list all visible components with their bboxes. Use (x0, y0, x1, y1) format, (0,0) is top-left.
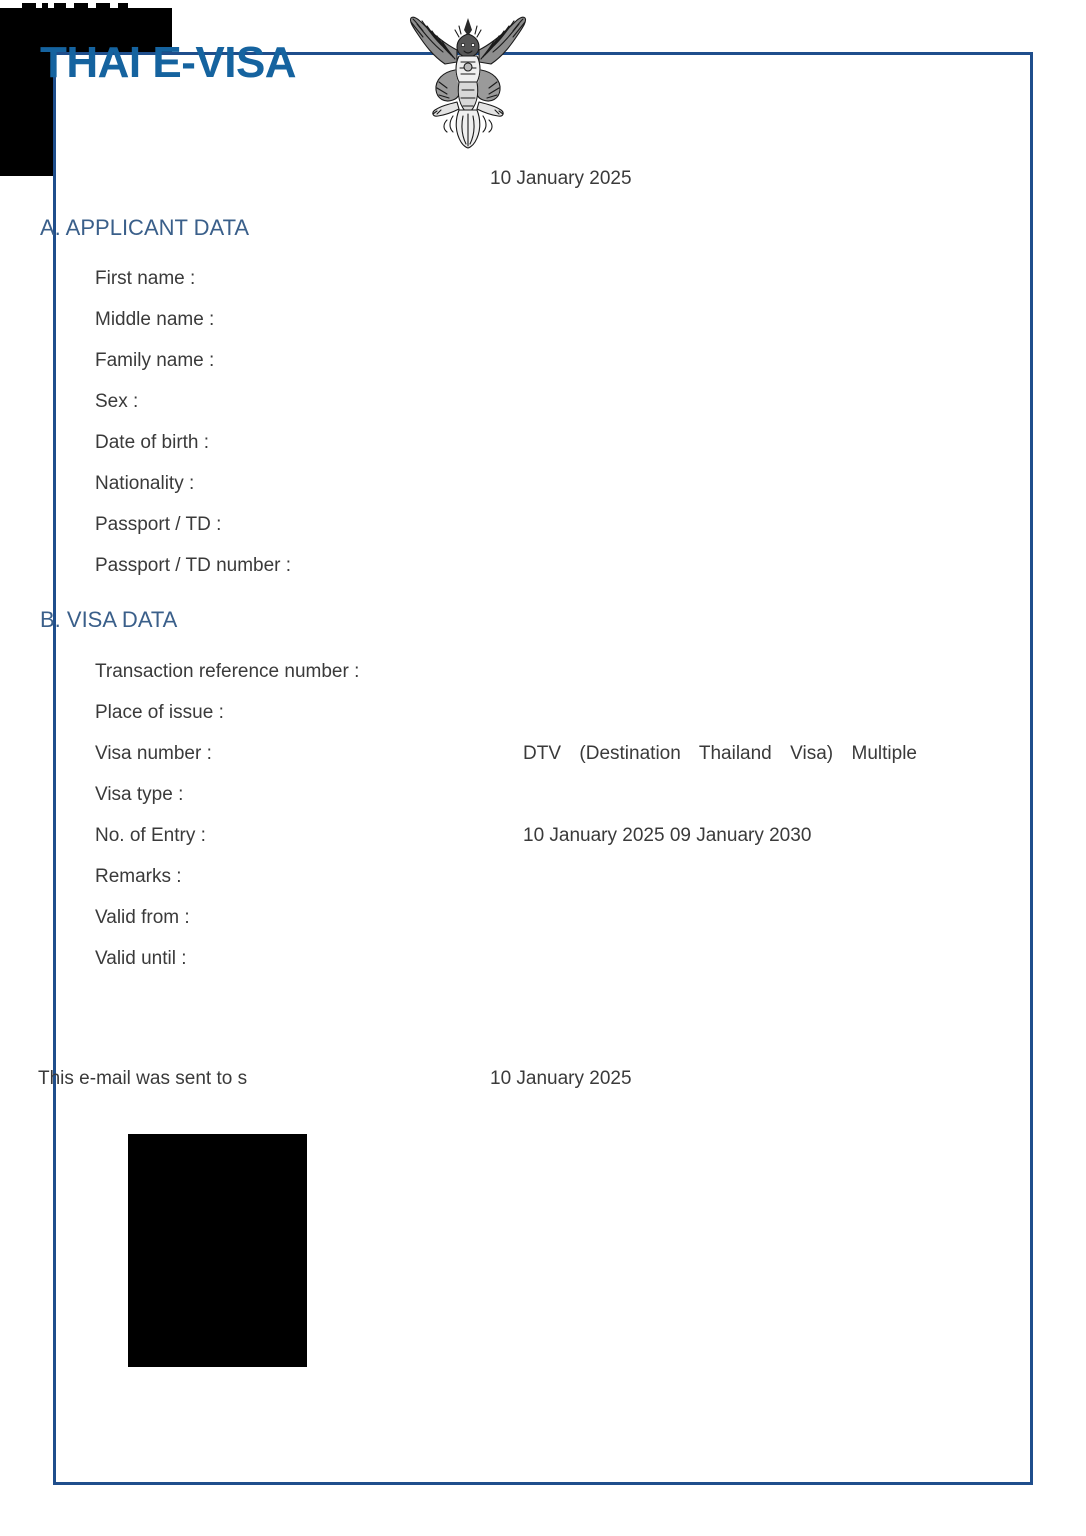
section-heading-visa-data: B. VISA DATA (40, 607, 178, 632)
field-middle-name: Middle name : (95, 309, 215, 330)
field-family-name: Family name : (95, 350, 215, 371)
field-date-of-birth: Date of birth : (95, 432, 210, 453)
validity-dates-value: 10 January 2025 09 January 2030 (523, 825, 812, 846)
field-first-name: First name : (95, 268, 196, 289)
email-recipient-note: This e-mail was sent to s (38, 1068, 248, 1089)
field-remarks: Remarks : (95, 866, 182, 887)
field-valid-from: Valid from : (95, 907, 190, 928)
field-nationality: Nationality : (95, 473, 195, 494)
field-passport-td: Passport / TD : (95, 514, 222, 535)
garuda-emblem-icon (403, 10, 533, 150)
field-passport-td-number: Passport / TD number : (95, 555, 292, 576)
visa-type-value: DTV (Destination Thailand Visa) Multiple (523, 743, 917, 764)
field-no-of-entry: No. of Entry : (95, 825, 206, 846)
field-valid-until: Valid until : (95, 948, 187, 969)
field-place-of-issue: Place of issue : (95, 702, 224, 723)
redaction-block-left (128, 1134, 307, 1367)
field-visa-number: Visa number : (95, 743, 212, 764)
field-transaction-reference-number: Transaction reference number : (95, 661, 360, 682)
footer-date: 10 January 2025 (490, 1068, 632, 1089)
section-heading-applicant-data: A. APPLICANT DATA (40, 215, 250, 240)
applicant-data-field-list (95, 258, 615, 586)
page-title: THAI E-VISA (40, 38, 297, 87)
issue-date: 10 January 2025 (490, 168, 632, 189)
field-sex: Sex : (95, 391, 139, 412)
field-visa-type: Visa type : (95, 784, 184, 805)
